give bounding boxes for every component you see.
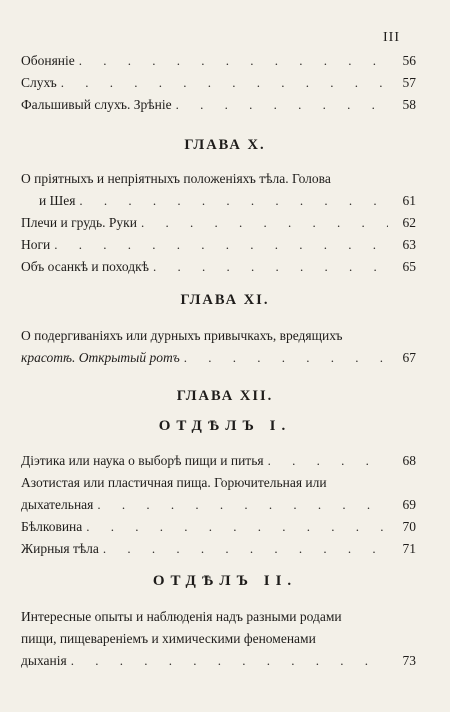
dot-leader [97, 496, 388, 514]
section-heading-1: ОТДѢЛЪ I. [158, 418, 292, 434]
toc-entry-page: 73 [402, 653, 416, 668]
toc-entry-page: 70 [402, 519, 416, 534]
toc-entry-title: Плечи и грудь. Руки [21, 215, 137, 230]
toc-entry [21, 349, 416, 371]
toc-entry [21, 192, 416, 214]
toc-entry-page: 58 [402, 97, 416, 112]
toc-entry-title: Ноги [21, 237, 51, 252]
dot-leader [141, 214, 388, 232]
toc-entry [21, 236, 416, 258]
dot-leader [61, 74, 388, 92]
toc-entry [21, 258, 416, 280]
toc-entry-title-line: Азотистая или пластичная пища. Горючительная или [21, 475, 327, 490]
dot-leader [86, 518, 388, 536]
toc-entry-page: 63 [402, 237, 416, 252]
toc-entry-title: Слухъ [21, 75, 57, 90]
toc-entry [21, 74, 416, 96]
toc-entry-title: Фальшивый слухъ. Зрѣніе [21, 97, 172, 112]
dot-leader [54, 236, 388, 254]
toc-entry-title: Обоняніе [21, 53, 75, 68]
toc-entry-page: 71 [402, 541, 416, 556]
toc-group-senses [21, 52, 416, 118]
toc-group-section-2 [21, 608, 416, 674]
toc-entry-title: и Шея [39, 193, 76, 208]
dot-leader [71, 652, 388, 670]
toc-entry-page: 65 [402, 259, 416, 274]
dot-leader [268, 452, 388, 470]
toc-entry-title: Жирныя тѣла [21, 541, 99, 556]
toc-entry-title: дыхательная [21, 497, 94, 512]
toc-group-section-1 [21, 452, 416, 562]
dot-leader [79, 52, 388, 70]
toc-entry [21, 496, 416, 518]
toc-entry-title: Объ осанкѣ и походкѣ [21, 259, 149, 274]
toc-entry-title-line: О пріятныхъ и непріятныхъ положеніяхъ тѣла. Голова [21, 171, 331, 186]
toc-entry-title-line: пищи, пищевареніемъ и химическими феноменами [21, 631, 316, 646]
toc-entry-page: 69 [402, 497, 416, 512]
toc-group-chapter-10 [21, 170, 416, 280]
toc-entry-title: Бѣлковина [21, 519, 83, 534]
toc-entry-title-line: О подергиваніяхъ или дурныхъ привычкахъ, вредящихъ [21, 328, 343, 343]
toc-entry-title-line: Интересные опыты и наблюденія надъ разными родами [21, 609, 342, 624]
dot-leader [184, 349, 388, 367]
toc-entry [21, 52, 416, 74]
dot-leader [176, 96, 388, 114]
dot-leader [103, 540, 388, 558]
toc-entry [21, 652, 416, 674]
toc-entry-page: 57 [402, 75, 416, 90]
dot-leader [153, 258, 388, 276]
toc-entry-title: красотѣ. Открытый ротъ [21, 350, 180, 365]
toc-entry [21, 452, 416, 474]
toc-entry [21, 96, 416, 118]
toc-entry-page: 62 [402, 215, 416, 230]
toc-entry-title: Діэтика или наука о выборѣ пищи и питья [21, 453, 264, 468]
toc-entry-title: дыханія [21, 653, 67, 668]
toc-entry-page: 67 [402, 350, 416, 365]
chapter-heading-11: ГЛАВА XI. [180, 292, 270, 308]
dot-leader [79, 192, 388, 210]
toc-entry-page: 68 [402, 453, 416, 468]
chapter-heading-10: ГЛАВА X. [184, 137, 266, 153]
toc-entry [21, 214, 416, 236]
toc-entry-page: 56 [402, 53, 416, 68]
section-heading-2: ОТДѢЛЪ II. [152, 573, 298, 589]
toc-entry-page: 61 [402, 193, 416, 208]
page-number: III [383, 30, 400, 45]
toc-entry [21, 518, 416, 540]
toc-entry [21, 540, 416, 562]
chapter-heading-12: ГЛАВА XII. [176, 388, 274, 404]
toc-group-chapter-11 [21, 327, 416, 371]
